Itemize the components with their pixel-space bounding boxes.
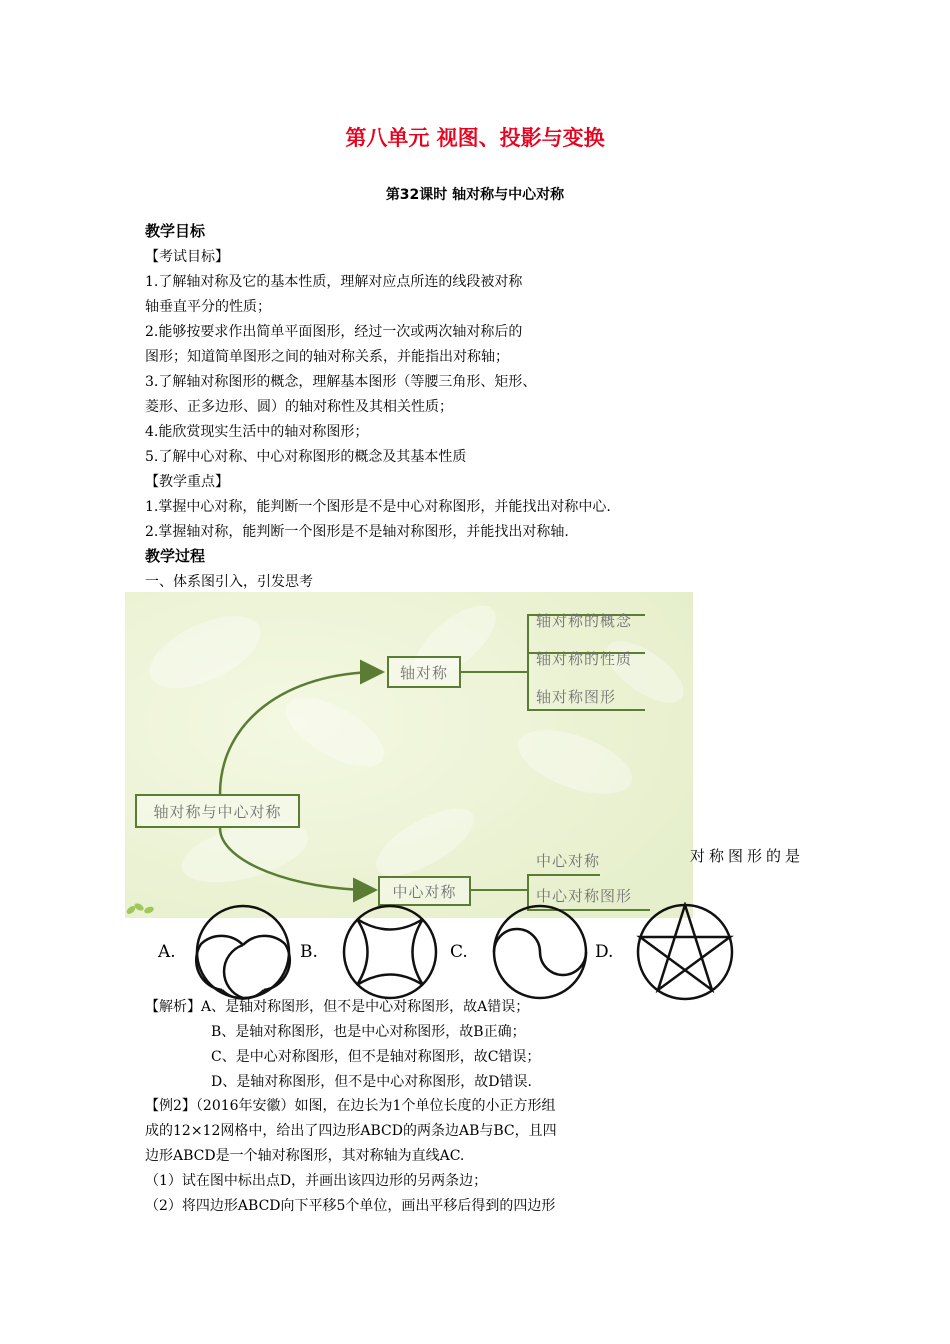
mindmap-leaf: 中心对称图形 [536,887,633,905]
mindmap-root: 轴对称与中心对称 [135,794,300,828]
mindmap-leaf: 轴对称图形 [536,688,617,706]
question-fragment: 对称图形的是 [690,847,805,865]
figure-a [196,906,290,999]
key-points-label: 【教学重点】 [145,474,229,490]
goal-line: 轴垂直平分的性质； [145,299,271,315]
goal-line: 3.了解轴对称图形的概念，理解基本图形（等腰三角形、矩形、 [145,374,537,390]
goals-heading: 教学目标 [145,222,206,240]
goal-line: 1.了解轴对称及它的基本性质，理解对应点所连的线段被对称 [145,274,523,290]
figure-d [638,905,732,999]
process-heading: 教学过程 [145,547,206,565]
option-label-a: A. [158,942,176,962]
key-point-line: 1.掌握中心对称，能判断一个图形是不是中心对称图形，并能找出对称中心. [145,499,611,515]
example-line: （2）将四边形ABCD向下平移5个单位，画出平移后得到的四边形 [145,1198,556,1214]
mindmap-canvas [125,592,693,918]
option-label-d: D. [595,942,614,962]
goal-line: 图形；知道简单图形之间的轴对称关系，并能指出对称轴； [145,349,509,365]
mindmap-leaf: 中心对称 [536,852,601,870]
section-intro: 一、体系图引入，引发思考 [145,574,313,590]
option-label-c: C. [450,942,468,962]
analysis-line: C、是中心对称图形，但不是轴对称图形，故C错误； [211,1049,541,1065]
analysis-line: 【解析】A、是轴对称图形，但不是中心对称图形，故A错误； [145,999,530,1015]
example-line: 【例2】（2016年安徽）如图，在边长为1个单位长度的小正方形组 [145,1098,556,1114]
mindmap-branch-axial: 轴对称 [387,656,461,688]
figure-c [494,906,586,998]
mindmap-leaf: 轴对称的概念 [536,612,633,630]
example-line: 边形ABCD是一个轴对称图形，其对称轴为直线AC. [145,1148,465,1164]
goal-line: 4.能欣赏现实生活中的轴对称图形； [145,424,369,440]
analysis-line: B、是轴对称图形，也是中心对称图形，故B正确； [211,1024,526,1040]
lesson-subtitle: 第32课时 轴对称与中心对称 [385,187,565,203]
example-line: 成的12×12网格中，给出了四边形ABCD的两条边AB与BC，且四 [145,1123,557,1139]
exam-goals-label: 【考试目标】 [145,249,229,265]
analysis-line: D、是轴对称图形，但不是中心对称图形，故D错误. [211,1074,532,1090]
mindmap-leaf: 轴对称的性质 [536,650,633,668]
page-title: 第八单元 视图、投影与变换 [345,126,605,150]
example-line: （1）试在图中标出点D，并画出该四边形的另两条边； [145,1173,488,1189]
system-mindmap [125,592,693,918]
goal-line: 2.能够按要求作出简单平面图形，经过一次或两次轴对称后的 [145,324,523,340]
goal-line: 菱形、正多边形、圆）的轴对称性及其相关性质； [145,399,453,415]
key-point-line: 2.掌握轴对称，能判断一个图形是不是轴对称图形，并能找出对称轴. [145,524,569,540]
figure-b [344,906,436,998]
option-label-b: B. [300,942,318,962]
goal-line: 5.了解中心对称、中心对称图形的概念及其基本性质 [145,449,467,465]
mindmap-branch-central: 中心对称 [378,876,471,906]
